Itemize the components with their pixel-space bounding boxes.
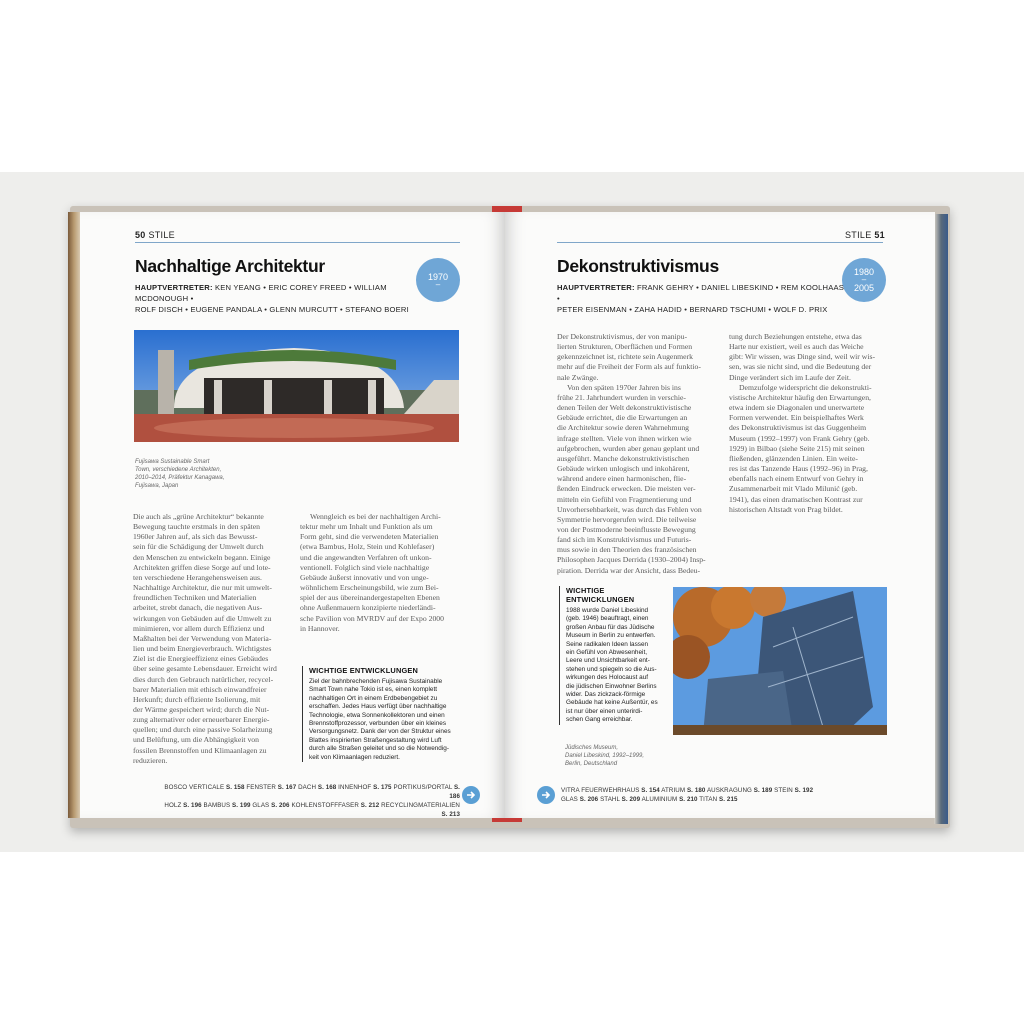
text-line: ßenden Eindruck erwecken. Die meisten ver- <box>557 484 696 494</box>
body-column-2 <box>300 512 460 634</box>
badge-year-start: 1980 <box>853 267 875 277</box>
text-line: Ziel der bahnbrechenden Fujisawa Sustainable <box>309 678 443 685</box>
cross-reference-page[interactable]: S. 168 <box>317 784 337 791</box>
text-line: Demzufolge widerspricht die dekonstrukti- <box>739 382 872 392</box>
caption-line: Berlin, Deutschland <box>565 761 618 767</box>
header-rule <box>135 242 460 243</box>
caption-line: Daniel Libeskind, 1992–1999, <box>565 753 645 759</box>
text-line: Bewegung tauchte erstmals in den späten <box>133 522 261 532</box>
text-line: wirkungen des Holocaust auf <box>566 674 649 682</box>
text-line: sche Pavilion von MVRDV auf der Expo 2000 <box>300 613 444 623</box>
page-number: 51 <box>874 230 885 240</box>
body-column-1 <box>133 512 293 766</box>
body-column-1 <box>557 332 725 576</box>
page-title: Dekonstruktivismus <box>557 256 719 276</box>
caption-line: Town, verschiedene Architekten, <box>135 467 222 473</box>
text-line: in Hannover. <box>300 623 340 633</box>
text-line: spiel der aus übereinandergestapelten Ebenen <box>300 593 440 603</box>
text-line: und die angewandten Verfahren oft unkon- <box>300 552 432 562</box>
text-line: die jüdischen Einwohner Berlins <box>566 682 657 690</box>
text-line: (etwa Bambus, Holz, Stein und Kohlefaser) <box>300 542 435 552</box>
caption-line: 2010–2014, Präfektur Kanagawa, <box>135 475 225 481</box>
text-line: Technologie, etwa Sonnenkollektoren und einen <box>309 711 445 719</box>
representatives-line: KEN YEANG • ERIC COREY FREED • WILLIAM MCDONOUGH • <box>135 283 387 303</box>
cross-reference-page[interactable]: S. 213 <box>441 811 460 818</box>
text-line: Gebäude hat keine Außentür, es <box>566 699 658 707</box>
text-line: des Dekonstruktivismus ist das Guggenheim <box>729 423 867 433</box>
body-column-2 <box>729 332 897 515</box>
cross-reference-topic[interactable]: BOSCO VERTICALE <box>164 784 227 791</box>
text-line: Nachhaltige Architektur, die nur mit umwelt- <box>133 583 272 593</box>
text-line: und Belüftung, um die Abhängigkeit von <box>133 735 259 745</box>
cross-reference-page[interactable]: S. 175 <box>373 784 392 791</box>
box-heading: WICHTIGE ENTWICKLUNGEN <box>566 586 635 604</box>
cross-reference-topic[interactable]: DACH <box>298 784 318 791</box>
text-line: nale Zwänge. <box>557 372 599 382</box>
cross-reference-topic[interactable]: PORTIKUS/PORTAL <box>393 784 454 791</box>
cross-reference-topic[interactable]: ATRIUM <box>661 787 687 794</box>
text-line: mus sowie in den Theorien des französischen <box>557 545 697 555</box>
cross-reference-page[interactable]: S. 199 <box>232 802 251 809</box>
text-line: ein Gefühl von Abwesenheit, <box>566 649 648 657</box>
text-line: lien und beim Energieverbrauch. Wichtigstes <box>133 644 272 654</box>
photo-caption <box>135 458 245 490</box>
cross-reference-topic[interactable]: STEIN <box>774 787 795 794</box>
cross-reference-topic[interactable]: STAHL <box>600 796 622 803</box>
text-line: gekennzeichnet ist, richtete sein Augenmerk <box>557 352 693 362</box>
caption-line: Fujisawa Sustainable Smart <box>135 459 210 465</box>
representatives-line: FRANK GEHRY • DANIEL LIBESKIND • REM KOOLHAAS • <box>557 283 845 303</box>
text-line: tung durch Beziehungen entstehe, etwa das <box>729 332 862 341</box>
text-line: historischen Altstadt von Prag bildet. <box>729 504 843 514</box>
text-line: ventionell. Folglich sind viele nachhaltige <box>300 562 430 572</box>
caption-line: Jüdisches Museum, <box>565 745 619 751</box>
cross-reference-page[interactable]: S. 215 <box>719 796 738 803</box>
left-page <box>80 212 505 818</box>
cross-reference-topic[interactable]: VITRA FEUERWEHRHAUS <box>561 787 642 794</box>
key-developments-box <box>302 666 469 762</box>
text-line: 1960er Jahren auf, als sich das Bewusst- <box>133 532 258 542</box>
text-line: fließenden, glänzenden Linien. Ein weite- <box>729 453 858 463</box>
text-line: denen Teilen der Welt dekonstruktivistische <box>557 403 692 413</box>
text-line: durch alle Straßen geleitet und so die Notwendig- <box>309 745 449 753</box>
section-label: STILE <box>845 230 872 240</box>
representatives-line: PETER EISENMAN • ZAHA HADID • BERNARD TSCHUMI • WOLF D. PRIX <box>557 305 828 314</box>
text-line: während andere einen harmonischen, flie- <box>557 474 687 484</box>
text-line: gibt: Wir wissen, was Dinge sind, weil wir wis- <box>729 352 876 362</box>
next-arrow-icon[interactable] <box>537 786 555 804</box>
representatives-label: HAUPTVERTRETER: <box>557 283 635 292</box>
badge-year-end: 2005 <box>853 283 875 293</box>
text-line: Gebäude äußerst innovativ und von unge- <box>300 572 429 582</box>
text-line: Formen verwendet. Ein beispielhaftes Werk <box>729 413 864 423</box>
text-line: Architekten griffen diese Sorge auf und lote- <box>133 562 271 572</box>
header-rule <box>557 242 883 243</box>
cross-reference-page[interactable]: S. 210 <box>679 796 698 803</box>
text-line: vistische Architektur häufig den Erwartungen, <box>729 392 871 402</box>
text-line: wirkungen von Gebäuden auf die Umwelt zu <box>133 613 272 623</box>
text-line: sein für die Schädigung der Umwelt durch <box>133 542 264 552</box>
cross-reference-page[interactable]: S. 206 <box>271 802 290 809</box>
next-arrow-icon[interactable] <box>462 786 480 804</box>
cross-reference-page[interactable]: S. 167 <box>277 784 297 791</box>
text-line: arbeitet, strebt danach, die negativen Aus- <box>133 603 263 613</box>
cross-reference-topic[interactable]: TITAN <box>699 796 720 803</box>
cross-reference-topic[interactable]: GLAS <box>252 802 272 809</box>
text-line: stehen und spiegeln so die Aus- <box>566 665 657 673</box>
cross-reference-line <box>561 795 861 804</box>
text-line: Seine radikalen Ideen lassen <box>566 640 649 648</box>
text-line: Die auch als „grüne Architektur“ bekannte <box>133 512 264 521</box>
text-line: sen, was sie nicht sind, und die Bedeutung der <box>729 362 872 372</box>
text-line: infrage stellten. Viele von ihnen wirken wie <box>557 433 692 443</box>
text-line: quellen; und durch eine passive Solarheizung <box>133 725 273 735</box>
text-line: res ist das Tanzende Haus (1992–96) in Prag, <box>729 464 868 474</box>
page-number: 50 <box>135 230 146 240</box>
text-line: Leere und Unsichtbarkeit ent- <box>566 657 650 665</box>
cross-reference-page[interactable]: S. 209 <box>621 796 641 803</box>
cross-reference-page[interactable]: S. 189 <box>753 787 773 794</box>
key-developments-box <box>559 586 670 725</box>
box-text <box>309 678 469 762</box>
text-line: Wenngleich es bei der nachhaltigen Archi- <box>310 512 441 521</box>
text-line: Der Dekonstruktivismus, der von manipu- <box>557 332 688 341</box>
text-line: zung alternativer oder erneuerbarer Energie- <box>133 715 270 725</box>
text-line: keit von Klimaanlagen reduziert. <box>309 753 400 761</box>
cross-reference-topic[interactable]: GLAS <box>561 796 580 803</box>
page-header-left <box>135 230 175 240</box>
box-text <box>566 607 670 725</box>
text-line: wider. Das zickzack-förmige <box>566 691 646 699</box>
jewish-museum-photo <box>673 587 887 735</box>
text-line: den Menschen zu entwickeln begann. Einige <box>133 552 271 562</box>
text-line: Museum in Berlin zu entwerfen. <box>566 632 656 640</box>
text-line: Dinge verändert sich im Laufe der Zeit. <box>729 372 851 382</box>
text-line: ausgeführt. Manche dekonstruktivistischen <box>557 453 690 463</box>
text-line: Gebäude errichtet, die die Erwartungen an <box>557 413 688 423</box>
cross-references <box>160 783 460 818</box>
text-line: Form geht, sind die verwendeten Materialien <box>300 532 439 542</box>
cross-reference-line <box>561 786 861 795</box>
text-line: ist nur über einen unterirdi- <box>566 707 643 715</box>
cross-reference-topic[interactable]: ALUMINIUM <box>641 796 680 803</box>
page-title: Nachhaltige Architektur <box>135 256 325 276</box>
box-heading: WICHTIGE ENTWICKLUNGEN <box>309 666 419 675</box>
text-line: Blattes inspirierten Straßengestaltung wird Luft <box>309 736 442 744</box>
text-line: Smart Town nahe Tokio ist es, einen komplett <box>309 686 437 694</box>
text-line: Philosophen Jacques Derrida (1930–2004) Insp- <box>557 555 706 565</box>
text-line: fand sich im Konstruktivismus und Futuris- <box>557 535 692 545</box>
text-line: Symmetrie hervorgerufen wird. Die teilweise <box>557 514 697 524</box>
cross-reference-topic[interactable]: AUSKRAGUNG <box>706 787 754 794</box>
badge-year: 1970 <box>427 272 449 282</box>
right-page <box>505 212 935 818</box>
cross-references <box>561 786 861 804</box>
text-line: ten verschiedene Herangehensweisen aus. <box>133 572 262 582</box>
cross-reference-page[interactable]: S. 212 <box>360 802 380 809</box>
cross-reference-page[interactable]: S. 206 <box>579 796 599 803</box>
text-line: Gebäude wirken unlogisch und inkohärent, <box>557 464 690 474</box>
cross-reference-page[interactable]: S. 180 <box>686 787 706 794</box>
text-line: piration. Derrida war der Ansicht, dass Bedeu- <box>557 565 701 575</box>
section-label: STILE <box>148 230 175 240</box>
text-line: Museum (1992–1997) von Frank Gehry (geb. <box>729 433 870 443</box>
text-line: von der Postmoderne beeinflusste Bewegung <box>557 524 696 534</box>
text-line: mehr auf die Freiheit der Form als auf funktio- <box>557 362 701 372</box>
text-line: Zusammenarbeit mit Vlado Milunić (geb. <box>729 484 858 494</box>
representatives <box>557 282 847 315</box>
text-line: die Architektur sowie deren Wahrnehmung <box>557 423 690 433</box>
cover-edge-right <box>934 214 948 824</box>
text-line: 1929) in Bilbao (siehe Seite 215) mit seinen <box>729 443 865 453</box>
period-badge <box>842 258 886 302</box>
text-line: etwa indem sie Diagonalen und unerwartete <box>729 403 865 413</box>
badge-dash: – <box>435 280 441 289</box>
photo-caption <box>565 744 665 768</box>
text-line: (geb. 1946) beauftragt, einen <box>566 615 649 623</box>
cross-reference-page[interactable]: S. 158 <box>226 784 245 791</box>
text-line: Ziel ist die Energieeffizienz eines Gebäudes <box>133 654 269 664</box>
text-line: freundlichen Techniken und Materialien <box>133 593 257 603</box>
badge-dash: – <box>861 275 867 284</box>
caption-line: Fujisawa, Japan <box>135 483 179 489</box>
text-line: Brennstoffprozessor, verbunden über ein kleines <box>309 720 447 728</box>
representatives-line: ROLF DISCH • EUGENE PANDALA • GLENN MURCUTT • STEFANO BOERI <box>135 305 409 314</box>
cover-edge-left <box>68 212 80 818</box>
text-line: reduzieren. <box>133 755 168 765</box>
text-line: Maßhalten bei der Verwendung von Materia- <box>133 633 272 643</box>
cross-reference-page[interactable]: S. 196 <box>183 802 202 809</box>
cross-reference-page[interactable]: S. 154 <box>641 787 660 794</box>
representatives <box>135 282 415 315</box>
cross-reference-line <box>160 783 460 801</box>
text-line: barer Materialien mit ethisch einwandfreier <box>133 684 267 694</box>
text-line: schen Gang erreichbar. <box>566 716 633 724</box>
cross-reference-page[interactable]: S. 186 <box>449 784 460 800</box>
text-line: ohne Außenmauern konzipierte niederländi- <box>300 603 436 613</box>
text-line: tektur mehr um Inhalt und Funktion als um <box>300 522 433 532</box>
cross-reference-topic[interactable]: HOLZ <box>164 802 184 809</box>
cross-reference-topic[interactable]: KOHLENSTOFFFASER <box>291 802 361 809</box>
cross-reference-topic[interactable]: FENSTER <box>246 784 278 791</box>
text-line: großen Anbau für das Jüdische <box>566 623 655 631</box>
text-line: nachhaltigen Ort in einem Erdbebengebiet zu <box>309 694 438 702</box>
cross-reference-line <box>160 801 460 818</box>
fujisawa-photo <box>134 330 459 442</box>
text-line: ebenfalls nach einem Entwurf von Gehry in <box>729 474 864 484</box>
text-line: Unvorhersehbarkeit, was durch das Fehlen von <box>557 504 702 514</box>
text-line: aufgebrochen, wurden aber genau geplant und <box>557 443 700 453</box>
period-badge <box>416 258 460 302</box>
text-line: 1941), das einen dramatischen Kontrast zur <box>729 494 863 504</box>
text-line: Harte nur existiert, weil es auch das Weiche <box>729 342 864 352</box>
cross-reference-page[interactable]: S. 192 <box>794 787 814 794</box>
text-line: mitteln ein Gefühl von Fragmentierung und <box>557 494 692 504</box>
text-line: frühe 21. Jahrhundert wurden in verschie- <box>557 392 686 402</box>
text-line: fossilen Brennstoffen und Klimaanlagen zu <box>133 745 267 755</box>
text-line: wöhnlichem Erscheinungsbild, wie zum Bei- <box>300 583 439 593</box>
cross-reference-topic[interactable]: BAMBUS <box>203 802 233 809</box>
text-line: Von den späten 1970er Jahren bis ins <box>567 382 681 392</box>
text-line: dies durch den Gebrauch natürlicher, recycel- <box>133 674 274 684</box>
text-line: 1988 wurde Daniel Libeskind <box>566 607 649 614</box>
cross-reference-topic[interactable]: RECYCLINGMATERIALIEN <box>381 802 460 809</box>
page-header-right <box>845 230 885 240</box>
text-line: über seine gesamte Lebensdauer. Erreicht wird <box>133 664 277 674</box>
text-line: lierten Strukturen, Oberflächen und Formen <box>557 342 693 352</box>
text-line: minimieren, vor allem durch Effizienz und <box>133 623 265 633</box>
text-line: Versorgungsnetz. Dank der von der Struktur eines <box>309 728 451 736</box>
representatives-label: HAUPTVERTRETER: <box>135 283 213 292</box>
text-line: Herkunft; durch effiziente Isolierung, mit <box>133 694 261 704</box>
text-line: der Wärme gespeichert wird; durch die Nut- <box>133 704 270 714</box>
cross-reference-topic[interactable]: INNENHOF <box>338 784 374 791</box>
text-line: erschaffen. Jedes Haus verfügt über nachhaltige <box>309 703 447 711</box>
